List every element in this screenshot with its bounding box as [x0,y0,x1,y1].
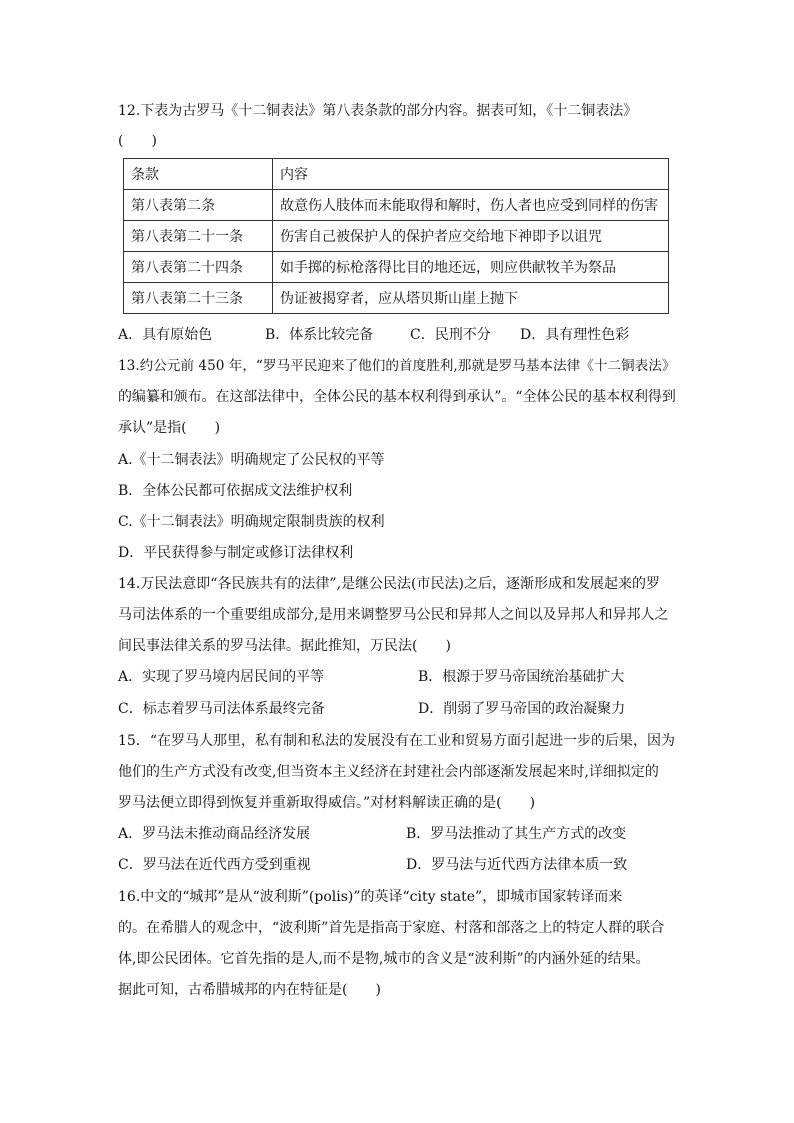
table-row [124,190,669,221]
q12-stem-line-2: ( ) [118,133,157,149]
q12-option-b: B．体系比较完备 [265,327,374,343]
q14-stem-line-3: 间民事法律关系的罗马法律。据此推知，万民法( ) [118,638,451,654]
q14-option-d: D．削弱了罗马帝国的政治凝聚力 [418,701,626,717]
q16-stem-line-3: 体,即公民团体。它首先指的是人,而不是物,城市的含义是“波利斯”的内涵外延的结果。 [118,951,650,967]
q16-stem-line-4: 据此可知，古希腊城邦的内在特征是( ) [118,982,381,998]
q13-option-a: A.《十二铜表法》明确规定了公民权的平等 [118,452,385,468]
q13-option-b: B．全体公民都可依据成文法维护权利 [118,483,353,499]
q13-stem-line-3: 承认”是指( ) [118,420,221,436]
table-cell-content: 伪证被揭穿者，应从塔贝斯山崖上抛下 [273,283,669,314]
q15-option-a: A．罗马法未推动商品经济发展 [118,826,311,842]
q14-stem-line-1: 14.万民法意即“各民族共有的法律”,是继公民法(市民法)之后，逐渐形成和发展起来的罗 [118,576,660,592]
q15-option-d: D．罗马法与近代西方法律本质一致 [406,857,628,873]
q15-option-c: C．罗马法在近代西方受到重视 [118,857,311,873]
q14-stem-line-2: 马司法体系的一个重要组成部分,是用来调整罗马公民和异邦人之间以及异邦人和异邦人之 [118,607,669,623]
q16-stem-line-1: 16.中文的“城邦”是从“波利斯”(polis)”的英译“city state”，即城市国家转译而来 [118,889,623,905]
q12-stem-line-1: 12.下表为古罗马《十二铜表法》第八表条款的部分内容。据表可知，《十二铜表法》 [118,103,638,119]
table-cell-clause: 第八表第二条 [124,190,273,221]
table-cell-content: 如手掷的标枪落得比目的地还远，则应供献牧羊为祭品 [273,252,669,283]
table-row [124,252,669,283]
table-cell-clause: 第八表第二十三条 [124,283,273,314]
q16-stem-line-2: 的。在希腊人的观念中，“波利斯”首先是指高于家庭、村落和部落之上的特定人群的联合 [118,920,665,936]
q13-option-c: C.《十二铜表法》明确规定限制贵族的权利 [118,514,385,530]
table-cell-clause: 第八表第二十一条 [124,221,273,252]
table-row [124,221,669,252]
table-row [124,283,669,314]
table-header-row [124,159,669,190]
table-header-clause: 条款 [124,159,273,190]
table-cell-content: 故意伤人肢体而未能取得和解时，伤人者也应受到同样的伤害 [273,190,669,221]
q15-stem-line-1: 15．“在罗马人那里，私有制和私法的发展没有在工业和贸易方面引起进一步的后果，因为 [118,733,675,749]
q15-stem-line-3: 罗马法便立即得到恢复并重新取得威信。”对材料解读正确的是( ) [118,795,536,811]
table-header-content: 内容 [273,159,669,190]
q12-option-d: D．具有理性色彩 [520,327,630,343]
q13-stem-line-1: 13.约公元前 450 年，“罗马平民迎来了他们的首度胜利,那就是罗马基本法律《十二铜表法》 [118,358,676,374]
q15-stem-line-2: 他们的生产方式没有改变,但当资本主义经济在封建社会内部逐渐发展起来时,详细拟定的 [118,764,659,780]
q14-option-b: B．根源于罗马帝国统治基础扩大 [418,669,625,685]
law-table [123,158,669,314]
q12-option-a: A．具有原始色 [118,327,213,343]
q13-option-d: D．平民获得参与制定或修订法律权利 [118,545,354,561]
q15-option-b: B．罗马法推动了其生产方式的改变 [406,826,627,842]
table-cell-clause: 第八表第二十四条 [124,252,273,283]
q12-option-c: C．民刑不分 [410,327,491,343]
table-cell-content: 伤害自己被保护人的保护者应交给地下神即予以诅咒 [273,221,669,252]
q13-stem-line-2: 的编纂和颁布。在这部法律中，全体公民的基本权利得到承认”。“全体公民的基本权利得到 [118,389,676,405]
q14-option-a: A．实现了罗马境内居民间的平等 [118,669,325,685]
q14-option-c: C．标志着罗马司法体系最终完备 [118,701,325,717]
